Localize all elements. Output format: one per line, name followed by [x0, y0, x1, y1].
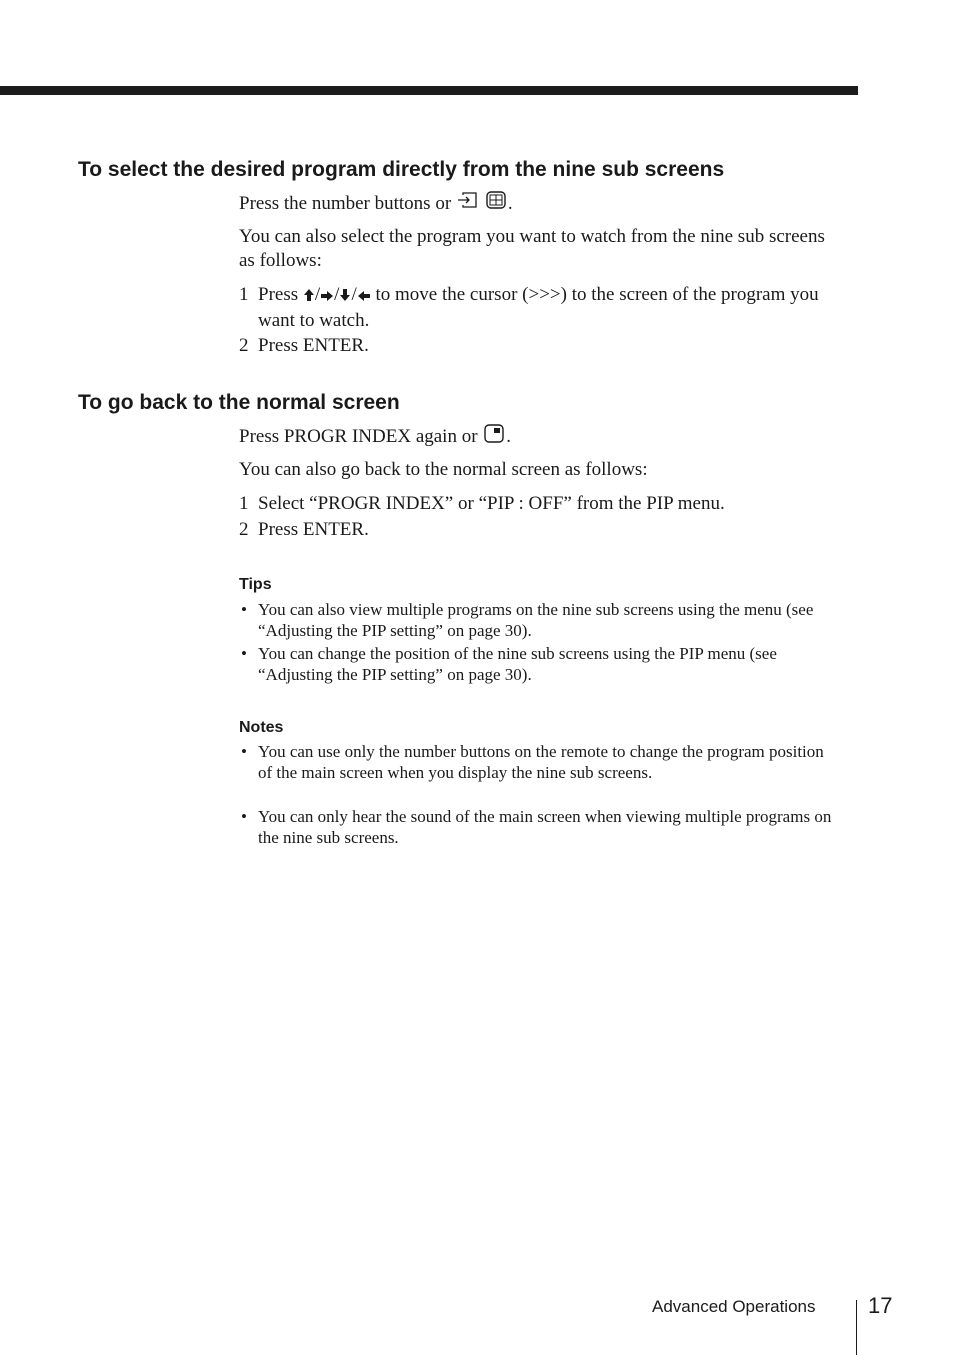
press-progr-index-text: Press PROGR INDEX again or .	[239, 424, 839, 451]
step-number: 2	[239, 335, 249, 356]
note-item: • You can only hear the sound of the main screen when viewing multiple programs on the nine sub screens.	[241, 807, 832, 847]
tip-item: • You can change the position of the nine sub screens using the PIP menu (see “Adjusting the PIP setting” on page 30).	[241, 644, 777, 684]
select-program-step-2: 2 Press ENTER.	[239, 335, 369, 356]
arrow-right-icon	[320, 285, 334, 309]
select-program-step-1: 1 Press / / / to move the cursor (>>>) to the screen of the program you want to watch.	[239, 284, 819, 331]
normal-screen-intro: You can also go back to the normal screen as follows:	[239, 459, 648, 480]
press-number-buttons-text: Press the number buttons or .	[239, 191, 839, 218]
step-number: 1	[239, 493, 249, 514]
footer-section-label: Advanced Operations	[652, 1297, 816, 1316]
section-heading-normal-screen: To go back to the normal screen	[78, 391, 400, 414]
select-program-intro: You can also select the program you want to watch from the nine sub screens as follows:	[239, 226, 825, 271]
bullet: •	[241, 644, 247, 663]
bullet: •	[241, 742, 247, 761]
section-heading-select-program: To select the desired program directly from the nine sub screens	[78, 158, 725, 181]
step-number: 2	[239, 519, 249, 540]
step-number: 1	[239, 284, 249, 305]
input-select-icon	[456, 191, 508, 211]
normal-screen-step-2: 2 Press ENTER.	[239, 519, 369, 540]
top-rule	[0, 86, 858, 95]
page-number: 17	[868, 1293, 893, 1318]
arrow-up-icon	[303, 285, 315, 309]
arrow-left-icon	[357, 285, 371, 309]
bullet: •	[241, 600, 247, 619]
note-item: • You can use only the number buttons on the remote to change the program position of the main screen when you display the nine sub screens.	[241, 742, 824, 782]
footer-divider	[856, 1300, 857, 1355]
tips-heading: Tips	[239, 576, 272, 593]
bullet: •	[241, 807, 247, 826]
notes-heading: Notes	[239, 719, 284, 736]
arrow-down-icon	[339, 285, 351, 309]
normal-screen-step-1: 1 Select “PROGR INDEX” or “PIP : OFF” from the PIP menu.	[239, 493, 725, 514]
pip-off-icon	[482, 424, 506, 451]
input-select-and-pip-index-icons	[456, 191, 508, 218]
tip-item: • You can also view multiple programs on the nine sub screens using the menu (see “Adjusting the PIP setting” on page 30).	[241, 600, 814, 640]
